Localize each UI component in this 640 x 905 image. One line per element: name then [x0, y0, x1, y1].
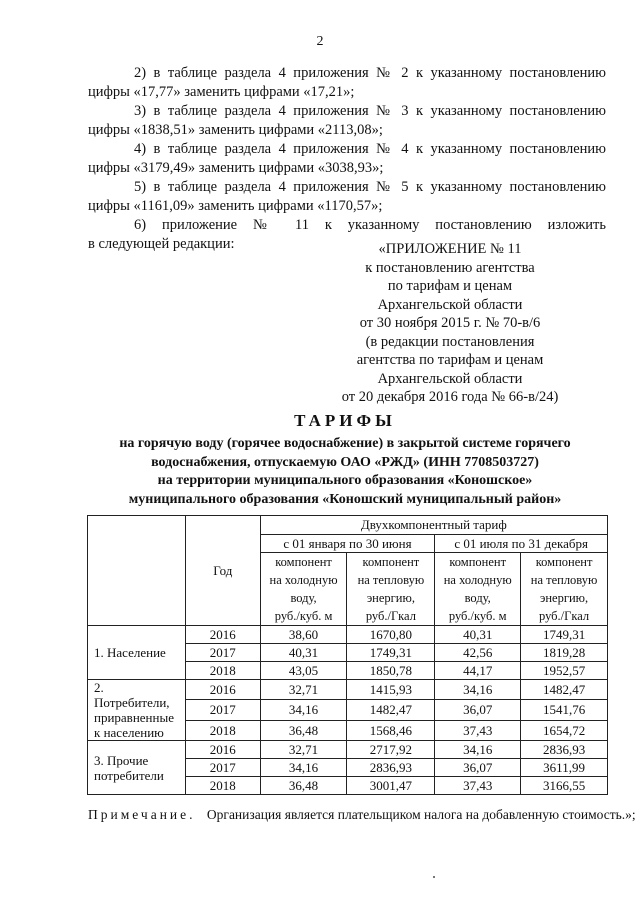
amendment-item-line: в следующей редакции:	[88, 236, 235, 252]
consumer-group-cell: 2. Потребители, приравненные к населению	[88, 680, 186, 741]
value-cell: 34,16	[260, 759, 347, 777]
value-cell: 43,05	[260, 662, 347, 680]
consumer-group-cell: 1. Население	[88, 626, 186, 680]
amendment-item-line: цифры «1161,09» заменить цифрами «1170,57»;	[88, 198, 383, 214]
value-cell: 40,31	[260, 644, 347, 662]
component-header: компонент на холодную воду, руб./куб. м	[435, 553, 521, 626]
tariff-title	[60, 411, 630, 509]
component-header: компонент на тепловую энергию, руб./Гкал	[347, 553, 435, 626]
amendment-item-line: 6) приложение № 11 к указанному постановлению изложить	[134, 217, 606, 233]
two-part-tariff-header: Двухкомпонентный тариф	[260, 516, 607, 535]
amendment-item-line: 3) в таблице раздела 4 приложения № 3 к указанному постановлению	[134, 103, 606, 119]
value-cell: 40,31	[435, 626, 521, 644]
value-cell: 32,71	[260, 741, 347, 759]
value-cell: 1415,93	[347, 680, 435, 700]
table-row	[88, 626, 608, 644]
value-cell: 34,16	[435, 680, 521, 700]
value-cell: 36,07	[435, 759, 521, 777]
value-cell: 2836,93	[521, 741, 608, 759]
value-cell: 2717,92	[347, 741, 435, 759]
tariff-table	[87, 515, 608, 795]
component-header: компонент на холодную воду, руб./куб. м	[260, 553, 347, 626]
value-cell: 1482,47	[347, 700, 435, 720]
year-cell: 2017	[185, 759, 260, 777]
appendix-header-line: к постановлению агентства	[365, 259, 535, 276]
year-cell: 2018	[185, 777, 260, 795]
amendment-item-line: цифры «3179,49» заменить цифрами «3038,93»;	[88, 160, 384, 176]
amendment-item-line: цифры «17,77» заменить цифрами «17,21»;	[88, 84, 355, 100]
value-cell: 36,07	[435, 700, 521, 720]
value-cell: 3611,99	[521, 759, 608, 777]
value-cell: 1749,31	[521, 626, 608, 644]
note	[88, 807, 636, 823]
tariff-subtitle-line: на территории муниципального образования «Коношское»	[157, 473, 533, 488]
value-cell: 36,48	[260, 720, 347, 740]
year-cell: 2016	[185, 741, 260, 759]
year-cell: 2016	[185, 626, 260, 644]
value-cell: 34,16	[260, 700, 347, 720]
value-cell: 1654,72	[521, 720, 608, 740]
table-row	[88, 741, 608, 759]
table-row	[88, 680, 608, 700]
year-cell: 2018	[185, 720, 260, 740]
value-cell: 37,43	[435, 720, 521, 740]
appendix-header-line: Архангельской области	[377, 370, 523, 387]
appendix-header-line: Архангельской области	[377, 296, 523, 313]
appendix-header-line: агентства по тарифам и ценам	[356, 352, 544, 368]
value-cell: 1541,76	[521, 700, 608, 720]
amendment-item-line: 5) в таблице раздела 4 приложения № 5 к указанному постановлению	[134, 179, 606, 195]
value-cell: 1952,57	[521, 662, 608, 680]
year-cell: 2017	[185, 644, 260, 662]
period-header-second-half: с 01 июля по 31 декабря	[435, 535, 608, 553]
amendment-item-line: 4) в таблице раздела 4 приложения № 4 к указанному постановлению	[134, 141, 606, 157]
value-cell: 3166,55	[521, 777, 608, 795]
value-cell: 36,48	[260, 777, 347, 795]
appendix-header-line: (в редакции постановления	[365, 333, 535, 350]
amendment-item-line: цифры «1838,51» заменить цифрами «2113,08»;	[88, 122, 383, 138]
value-cell: 32,71	[260, 680, 347, 700]
appendix-header-line: от 20 декабря 2016 года № 66-в/24)	[341, 389, 559, 405]
scan-speck	[433, 876, 435, 878]
value-cell: 1482,47	[521, 680, 608, 700]
consumer-group-cell: 3. Прочие потребители	[88, 741, 186, 795]
note-label: Примечание.	[88, 807, 196, 822]
appendix-header	[300, 240, 600, 407]
value-cell: 42,56	[435, 644, 521, 662]
value-cell: 37,43	[435, 777, 521, 795]
year-cell: 2018	[185, 662, 260, 680]
note-text: Организация является плательщиком налога на добавленную стоимость.»;	[206, 807, 636, 822]
appendix-header-line: от 30 ноября 2015 г. № 70-в/6	[359, 315, 541, 331]
tariff-heading: ТАРИФЫ	[294, 411, 396, 430]
year-header: Год	[185, 516, 260, 626]
page-number: 2	[316, 34, 324, 49]
appendix-header-line: «ПРИЛОЖЕНИЕ № 11	[378, 241, 522, 257]
tariff-subtitle-line: муниципального образования «Коношский муниципальный район»	[128, 491, 562, 507]
value-cell: 1670,80	[347, 626, 435, 644]
year-cell: 2017	[185, 700, 260, 720]
value-cell: 38,60	[260, 626, 347, 644]
amendments-list	[88, 64, 606, 254]
value-cell: 1568,46	[347, 720, 435, 740]
component-header: компонент на тепловую энергию, руб./Гкал	[521, 553, 608, 626]
value-cell: 1819,28	[521, 644, 608, 662]
period-header-first-half: с 01 января по 30 июня	[260, 535, 435, 553]
value-cell: 1850,78	[347, 662, 435, 680]
tariff-subtitle-line: на горячую воду (горячее водоснабжение) в закрытой системе горячего	[119, 436, 571, 451]
value-cell: 3001,47	[347, 777, 435, 795]
tariff-subtitle-line: водоснабжения, отпускаемую ОАО «РЖД» (ИНН 7708503727)	[151, 454, 539, 470]
value-cell: 34,16	[435, 741, 521, 759]
value-cell: 44,17	[435, 662, 521, 680]
amendment-item-line: 2) в таблице раздела 4 приложения № 2 к указанному постановлению	[134, 65, 606, 81]
value-cell: 1749,31	[347, 644, 435, 662]
consumer-group-header	[88, 516, 186, 626]
value-cell: 2836,93	[347, 759, 435, 777]
year-cell: 2016	[185, 680, 260, 700]
appendix-header-line: по тарифам и ценам	[387, 278, 513, 294]
